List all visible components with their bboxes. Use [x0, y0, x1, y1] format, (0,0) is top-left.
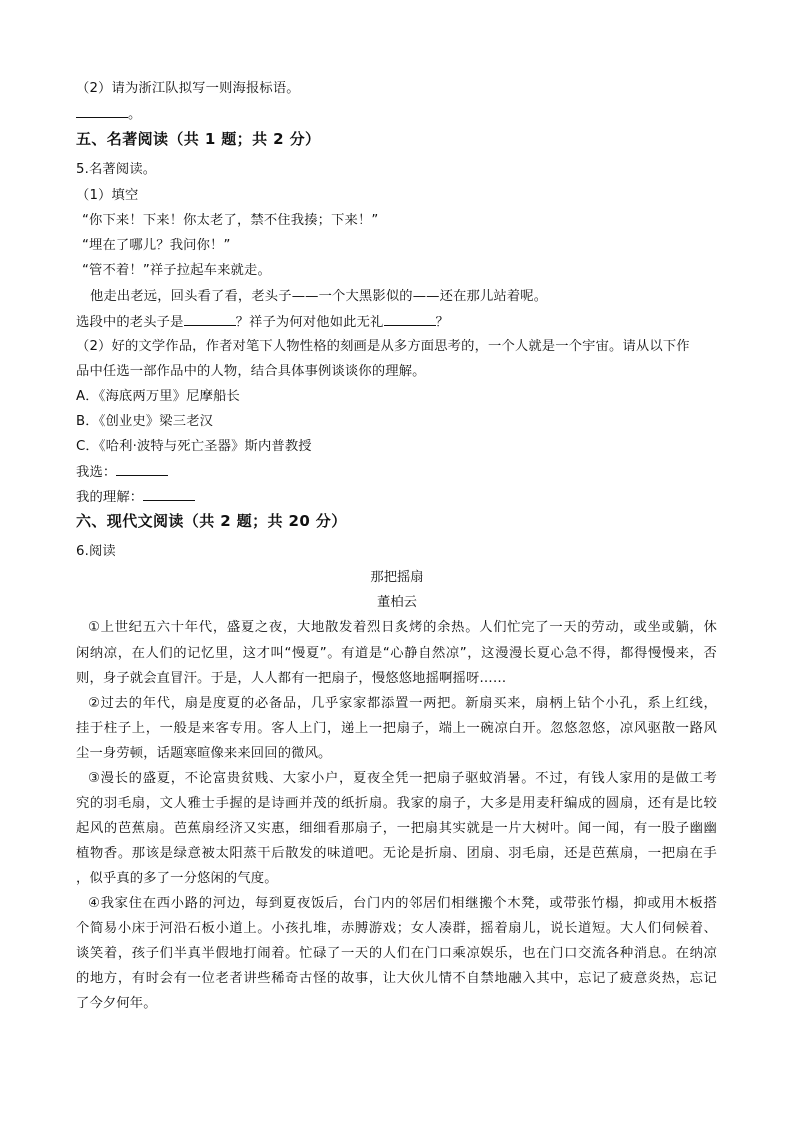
p1-line: ①上世纪五六十年代，盛夏之夜，大地散发着烈日炙烤的余热。人们忙完了一天的劳动，或坐或躺，休 [88, 620, 717, 635]
narration: 他走出老远，回头看了看，老头子——一个大黑影似的——还在那儿站着呢。 [90, 289, 548, 304]
understand-blank[interactable] [143, 488, 195, 501]
fill-text-a: 选段中的老头子是 [76, 315, 184, 330]
q5-label: 5.名著阅读。 [76, 162, 157, 177]
option-b: B．《创业史》梁三老汉 [76, 414, 214, 429]
fill-text-b: ？祥子为何对他如此无礼 [235, 315, 384, 330]
p4-line: 个简易小床于河沿石板小道上。小孩扎堆，赤膊游戏；女人凑群，摇着扇儿，说长道短。大人们伺候着、 [76, 921, 717, 936]
p3-line: ，似乎真的多了一分悠闲的气度。 [76, 871, 278, 886]
quote-2: “埋在了哪儿？我问你！” [82, 238, 231, 253]
p1-line: 则，身子就会直冒汗。于是，人人都有一把扇子，慢悠悠地摇啊摇呀…… [76, 671, 507, 686]
q6-label: 6.阅读 [76, 544, 116, 559]
q5-fill-line [76, 313, 449, 332]
p2-line: 尘一身劳顿，话题寒暄像来来回回的微风。 [76, 746, 332, 761]
choose-blank[interactable] [116, 463, 168, 476]
q4-part2-prompt: （2）请为浙江队拟写一则海报标语。 [76, 81, 300, 96]
fill-blank-2[interactable] [384, 313, 436, 326]
understand-line [76, 488, 195, 507]
choose-label: 我选： [76, 465, 117, 480]
section5-title: 五、名著阅读（共 1 题；共 2 分） [76, 130, 321, 148]
answer-blank[interactable] [76, 105, 128, 118]
p1-line: 闲纳凉，在人们的记忆里，这才叫“慢夏”。有道是“心静自然凉”，这漫漫长夏心急不得，都得慢慢来，否 [76, 646, 717, 661]
choose-line [76, 463, 168, 482]
q5-part2-line2: 品中任选一部作品中的人物，结合具体事例谈谈你的理解。 [76, 364, 426, 379]
fill-blank-1[interactable] [184, 313, 236, 326]
fill-text-c: ？ [435, 315, 449, 330]
section6-title: 六、现代文阅读（共 2 题；共 20 分） [76, 512, 347, 530]
p4-line: 的地方，有时会有一位老者讲些稀奇古怪的故事，让大伙儿情不自禁地融入其中，忘记了疲意炎热，忘记 [76, 971, 717, 986]
q5-part2-line1: （2）好的文学作品，作者对笔下人物性格的刻画是从多方面思考的，一个人就是一个宇宙。请从以下作 [76, 339, 690, 354]
article-author: 董柏云 [377, 595, 417, 610]
understand-label: 我的理解： [76, 490, 144, 505]
q4-part2-answer-line [76, 105, 141, 124]
p3-line: 究的羽毛扇，文人雅士手握的是诗画并茂的纸折扇。我家的扇子，大多是用麦秆编成的圆扇，还有是比较 [76, 796, 717, 811]
p4-line: 谈笑着，孩子们半真半假地打闹着。忙碌了一天的人们在门口乘凉娱乐，也在门口交流各种消息。在纳凉 [76, 946, 717, 961]
p3-line: 起风的芭蕉扇。芭蕉扇经济又实惠，细细看那扇子，一把扇其实就是一片大树叶。闻一闻，有一股子幽幽 [76, 821, 717, 836]
p3-line: 植物香。那该是绿意被太阳蒸干后散发的味道吧。无论是折扇、团扇、羽毛扇，还是芭蕉扇，一把扇在手 [76, 846, 717, 861]
answer-end: 。 [128, 107, 142, 122]
option-a: A．《海底两万里》尼摩船长 [76, 389, 240, 404]
p4-line: ④我家住在西小路的河边，每到夏夜饭后，台门内的邻居们相继搬个木凳，或带张竹榻，抑或用木板搭 [88, 896, 717, 911]
p2-line: 挂于柱子上，一般是来客专用。客人上门，递上一把扇子，端上一碗凉白开。忽悠忽悠，凉风驱散一路风 [76, 721, 717, 736]
q5-part1-label: （1）填空 [76, 188, 139, 203]
option-c: C．《哈利·波特与死亡圣器》斯内普教授 [76, 439, 312, 454]
article-title: 那把摇扇 [370, 570, 424, 585]
p2-line: ②过去的年代，扇是度夏的必备品，几乎家家都添置一两把。新扇买来，扇柄上钻个小孔，系上红线， [88, 696, 717, 711]
p4-line: 了今夕何年。 [76, 996, 157, 1011]
quote-1: “你下来！下来！你太老了，禁不住我揍；下来！” [82, 213, 379, 228]
p3-line: ③漫长的盛夏，不论富贵贫贱、大家小户，夏夜全凭一把扇子驱蚊消暑。不过，有钱人家用的是做工考 [88, 771, 717, 786]
quote-3: “管不着！”祥子拉起车来就走。 [82, 263, 271, 278]
